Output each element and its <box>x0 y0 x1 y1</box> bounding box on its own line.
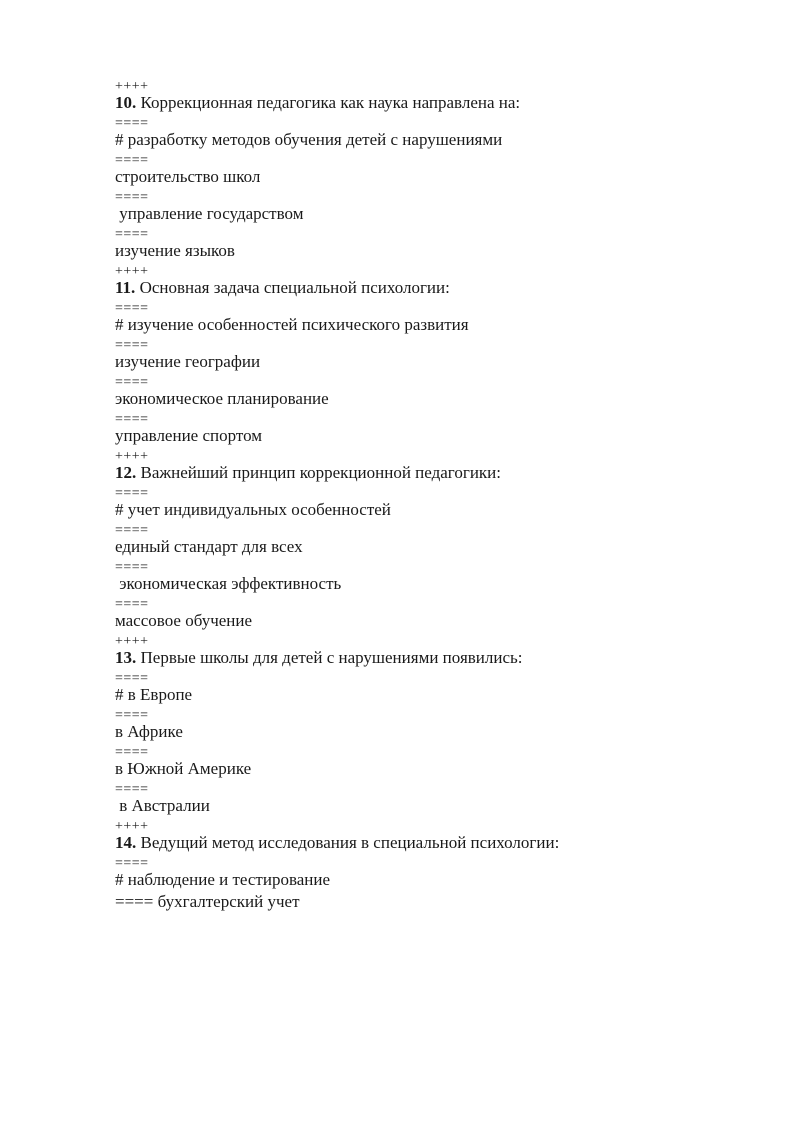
answer-separator: ==== <box>115 189 149 205</box>
answer-option: изучение географии <box>115 352 261 372</box>
answer-separator: ==== <box>115 744 149 760</box>
answer-option: # в Европе <box>115 685 193 705</box>
question-number: 11. <box>115 278 136 298</box>
question-13 <box>115 648 740 670</box>
answer-separator: ==== <box>115 781 149 797</box>
answer-option: # учет индивидуальных особенностей <box>115 500 391 520</box>
question-number: 12. <box>115 463 137 483</box>
answer-separator: ==== <box>115 485 149 501</box>
question-11 <box>115 278 740 300</box>
answer-option: массовое обучение <box>115 611 253 631</box>
question-10 <box>115 93 740 115</box>
question-number: 14. <box>115 833 137 853</box>
answer-separator: ==== <box>115 670 149 686</box>
answer-separator: ==== <box>115 411 149 427</box>
question-number: 10. <box>115 93 137 113</box>
answer-separator: ==== <box>115 115 149 131</box>
answer-option: # разработку методов обучения детей с нарушениями <box>115 130 503 150</box>
question-number: 13. <box>115 648 137 668</box>
answer-option: управление спортом <box>115 426 263 446</box>
answer-option: в Австралии <box>115 796 210 816</box>
answer-option: строительство школ <box>115 167 261 187</box>
answer-separator: ==== <box>115 855 149 871</box>
answer-option: # изучение особенностей психического развития <box>115 315 469 335</box>
answer-separator: ==== <box>115 226 149 242</box>
answer-option-inline-separator: ==== бухгалтерский учет <box>115 891 300 911</box>
question-separator: ++++ <box>115 633 149 649</box>
answer-option: # наблюдение и тестирование <box>115 870 331 890</box>
answer-option: экономическая эффективность <box>115 574 342 594</box>
answer-option: в Африке <box>115 722 183 742</box>
answer-separator: ==== <box>115 337 149 353</box>
question-separator: ++++ <box>115 263 149 279</box>
question-14 <box>115 833 740 855</box>
question-separator: ++++ <box>115 79 149 94</box>
answer-separator: ==== <box>115 374 149 390</box>
question-text: Первые школы для детей с нарушениями появились: <box>136 648 523 668</box>
question-text: Основная задача специальной психологии: <box>135 278 450 298</box>
question-separator: ++++ <box>115 818 149 834</box>
question-12 <box>115 463 740 485</box>
question-text: Коррекционная педагогика как наука направлена на: <box>136 93 521 113</box>
answer-option: в Южной Америке <box>115 759 252 779</box>
answer-option: изучение языков <box>115 241 235 261</box>
answer-option: управление государством <box>115 204 304 224</box>
document-page <box>115 78 740 913</box>
answer-option: экономическое планирование <box>115 389 329 409</box>
answer-separator: ==== <box>115 559 149 575</box>
answer-separator: ==== <box>115 522 149 538</box>
answer-option: единый стандарт для всех <box>115 537 303 557</box>
answer-separator: ==== <box>115 152 149 168</box>
question-text: Ведущий метод исследования в специальной психологии: <box>136 833 560 853</box>
answer-separator: ==== <box>115 707 149 723</box>
answer-separator: ==== <box>115 300 149 316</box>
answer-separator: ==== <box>115 596 149 612</box>
question-separator: ++++ <box>115 448 149 464</box>
question-text: Важнейший принцип коррекционной педагогики: <box>136 463 501 483</box>
